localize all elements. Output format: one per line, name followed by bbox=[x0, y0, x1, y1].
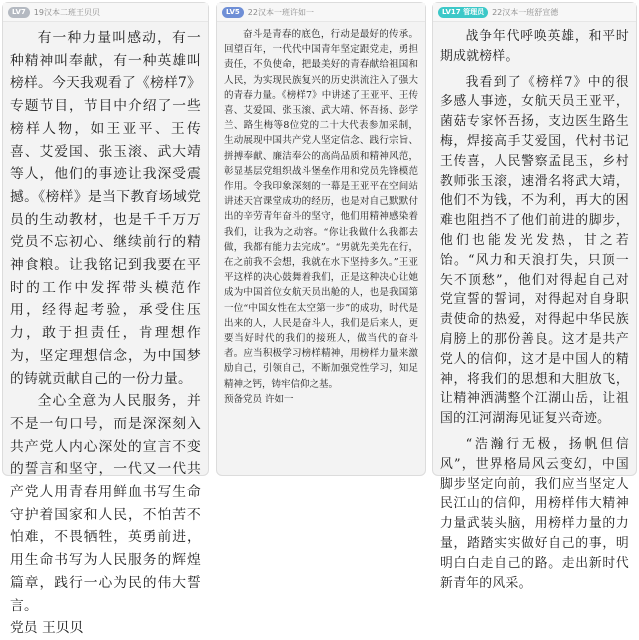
signature: 预备党员 许如一 bbox=[224, 393, 294, 405]
paragraph: 有一种力量叫感动，有一种精神叫奉献，有一种英雄叫榜样。今天我观看了《榜样7》专题节目，节目中介绍了一些榜样人物，如王亚平、王传喜、艾爱国、张玉滚、武大靖等人，他们的事迹让我深受震撼。《榜样》是当下教育场域党员的生动教材，也是千千万万党员不忘初心、继续前行的精神食粮。让我铭记到我要在平时的工作中发挥带头模范作用，经得起考验，承受住压力，敢于担责任，肯理想作为，坚定理想信念，为中国梦的铸就贡献自己的一份力量。 bbox=[10, 30, 201, 387]
paragraph: “浩瀚行无极，扬帆但信风”，世界格局风云变幻，中国脚步坚定向前，我们应当坚定人民江山的信仰，用榜样伟大精神力量武装头脑，用榜样力量的力量，踏踏实实做好自己的事，明明白白走自己的路。走出新时代新青年的风采。 bbox=[440, 436, 629, 591]
signature: 党员 王贝贝 bbox=[10, 620, 84, 637]
note-body bbox=[3, 22, 208, 640]
level-badge: LV17 管理员 bbox=[438, 7, 488, 18]
note-header bbox=[3, 3, 208, 22]
paragraph: 战争年代呼唤英雄，和平时期成就榜样。 bbox=[440, 29, 629, 64]
paragraph: 全心全意为人民服务，并不是一句口号，而是深深刻入共产党人内心深处的宣言不变的誓言和坚守，一代又一代共产党人用青春用鲜血书写生命守护着国家和人民，不怕苦不怕难，不畏牺牲，英勇前进，用生命书写为人民服务的辉煌篇章，践行一心为民的伟大誓言。 bbox=[10, 393, 201, 614]
author-name[interactable]: 22汉本一班许如一 bbox=[247, 7, 314, 17]
note-header bbox=[217, 3, 425, 22]
note-card-1 bbox=[2, 2, 209, 637]
note-card-2 bbox=[216, 2, 426, 476]
note-body bbox=[217, 22, 425, 407]
level-badge: LV7 bbox=[8, 7, 30, 18]
author-name[interactable]: 19汉本二班王贝贝 bbox=[33, 7, 100, 17]
note-body bbox=[433, 22, 636, 593]
level-badge: LV5 bbox=[222, 7, 244, 18]
note-card-3 bbox=[432, 2, 637, 591]
note-header bbox=[433, 3, 636, 22]
paragraph: 奋斗是青春的底色，行动是最好的传承。回望百年，一代代中国青年坚定跟党走，勇担责任，不负使命，把最美好的青春献给祖国和人民，为实现民族复兴的历史洪流注入了强大的青春力量。《榜样7》中讲述了王亚平、王传喜、艾爱国、张玉滚、武大靖、怀吾扬、彭学兰、路生梅等8位党的二十大代表参加采制，生动展现中国共产党人坚定信念、践行宗旨、拼搏奉献、廉洁奉公的高尚品质和精神风范，彰显基层党组织战斗堡垒作用和党员先锋模范作用。令我印象深刻的一幕是王亚平在空间站讲述天宫课堂成功的经历，也是对自己默默付出的辛劳青年奋斗的坚守，他们用精神感染着我们，让我为之动容。“你让我做什么我都去做，我都有能力去完成”。“男就先美先在行，在之前我不会想，我就在水下坚持多久。”王亚平这样的决心鼓舞着我们，正是这种决心让她成为中国首位女航天员出舱的人，也是我国第一位“中国女性在太空第一步”的成功，时代是出来的人，人民是奋斗人，我们是后来人，更要当好时代的我们的接班人，做当代的奋斗者。应当积极学习榜样精神，用榜样力量来激励自己，引领自己，不断加强党性学习，知足精神之钙，铸牢信仰之基。 bbox=[224, 29, 418, 390]
paragraph: 我看到了《榜样7》中的很多感人事迹，女航天员王亚平，菌菇专家怀吾扬，支边医生路生梅，焊接高手艾爱国，代村书记王传喜，人民警察孟昆玉，乡村教师张玉滚，速滑名将武大靖，他们不为钱，不为利，再大的困难也阻挡不了他们前进的脚步，他们也能发光发热，甘之若饴。“风力和天浪打失，只顶一矢不顶愁”，他们对得起自己对党宣誓的誓词，对得起对自身职责使命的热爱，对得起中华民族肩膀上的那份善良。这才是共产党人的信仰，这才是中国人的精神，将我们的思想和大胆放飞，让精神洒满整个江湖山岳，让祖国的江河湖海见证复兴奇迹。 bbox=[440, 74, 629, 427]
author-name[interactable]: 22汉本一班舒宣德 bbox=[492, 7, 559, 17]
